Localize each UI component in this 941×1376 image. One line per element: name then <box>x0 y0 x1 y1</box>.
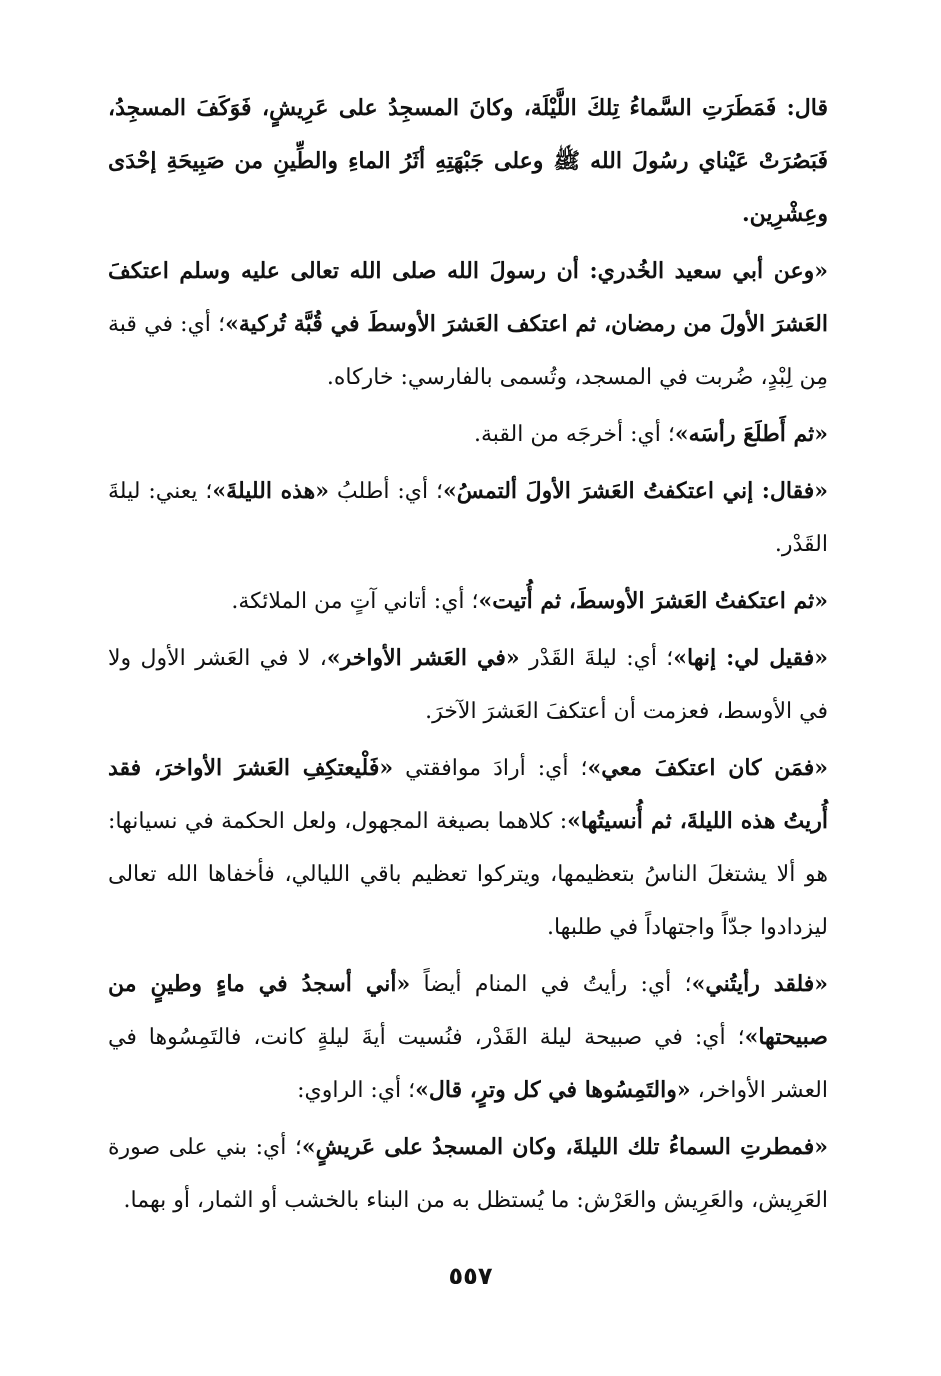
quoted-text: «فلقد رأيتُني» <box>691 971 829 997</box>
page-body <box>108 82 828 1227</box>
commentary-text: ؛ أي: في قبة مِن لِبْدٍ، ضُربت في المسجد، وتُسمى بالفارسي: خاركاه. <box>108 312 828 390</box>
commentary-text: ، لا في العَشر الأول ولا في الأوسط، فعزمت أن أعتكفَ العَشرَ الآخرَ. <box>108 646 828 724</box>
quoted-text: «ثم أَطلَعَ رأسَه» <box>674 421 828 447</box>
quoted-text: «فقال: إني اعتكفتُ العَشرَ الأولَ ألتمسُ» <box>443 478 828 504</box>
quoted-text: «والتَمِسُوها في كل وترٍ، قال» <box>415 1077 691 1103</box>
commentary-text: ؛ أي: ليلةَ القَدْر <box>519 646 674 671</box>
commentary-text: ؛ يعني: ليلةَ القَدْر. <box>108 479 828 557</box>
quoted-text: «في العَشر الأواخر» <box>326 645 520 671</box>
commentary-text: ؛ أي: أرادَ موافقتي <box>393 756 588 781</box>
commentary-text: : كلاهما بصيغة المجهول، ولعل الحكمة في نسيانها: هو ألا يشتغلَ الناسُ بتعظيمها، ويتركوا تعظيم باقي الليالي، فأخفاها الله تعالى ليزدادوا جدّاً واجتهاداً في طلبها. <box>108 809 828 940</box>
paragraph-7 <box>108 742 828 954</box>
commentary-text: ؛ أي: أطلبُ <box>329 479 444 504</box>
quoted-text: «ثم اعتكفتُ العَشرَ الأوسطَ، ثم أُتيت» <box>478 588 828 614</box>
paragraph-3 <box>108 408 828 461</box>
commentary-text: ؛ أي: رأيتُ في المنام أيضاً <box>410 972 692 997</box>
paragraph-6 <box>108 632 828 738</box>
paragraph-5 <box>108 575 828 628</box>
paragraph-9 <box>108 1121 828 1227</box>
page-number: ٥٥٧ <box>448 1262 493 1290</box>
paragraph-2 <box>108 245 828 404</box>
commentary-text: ؛ أي: أخرجَه من القبة. <box>473 422 675 447</box>
quoted-text: «فمَن كان اعتكفَ معي» <box>587 755 828 781</box>
quoted-text: «وعن أبي سعيد الخُدري: أن رسولَ الله صلى الله تعالى عليه وسلم اعتكفَ العَشرَ الأولَ من رمضان، ثم اعتكف العَشرَ الأوسطَ في قُبَّة تُركية» <box>108 258 828 337</box>
commentary-text: ؛ أي: بني على صورة العَرِيش، والعَرِيش والعَرْش: ما يُستظل به من البناء بالخشب أو الثمار، أو بهما. <box>108 1135 828 1213</box>
quoted-text: «فقيل لي: إنها» <box>673 645 828 671</box>
quoted-text: «فمطرتِ السماءُ تلك الليلةَ، وكان المسجدُ على عَريشٍ» <box>301 1134 828 1160</box>
quoted-text: «هذه الليلةَ» <box>212 478 329 504</box>
quoted-text: قال: فَمَطَرَتِ السَّماءُ تِلكَ اللَّيْلَة، وكانَ المسجِدُ على عَرِيشٍ، فَوَكَفَ المسجِدُ، فَبَصُرَتْ عَيْناي رسُولَ الله ﷺ وعلى جَبْهَتِهِ أثَرُ الماءِ والطِّينِ من صَبِيحَةِ إحْدَى وعِشْرِين. <box>108 95 828 227</box>
commentary-text: ؛ أي: أتاني آتٍ من الملائكة. <box>231 589 479 614</box>
quoted-text: «فَلْيعتكِفِ العَشرَ الأواخرَ، فقد أُريتُ هذه الليلةَ، ثم أُنسيتُها» <box>108 755 828 834</box>
commentary-text: ؛ أي: الراوي: <box>297 1078 416 1103</box>
paragraph-1 <box>108 82 828 241</box>
paragraph-4 <box>108 465 828 571</box>
paragraph-8 <box>108 958 828 1117</box>
commentary-text: ؛ أي: في صبيحة ليلة القَدْر، فنُسيت أيةَ ليلةٍ كانت، فالتَمِسُوها في العشر الأواخر، <box>108 1025 828 1103</box>
quoted-text: «أني أسجدُ في ماءٍ وطينٍ من صبيحتها» <box>108 971 828 1050</box>
